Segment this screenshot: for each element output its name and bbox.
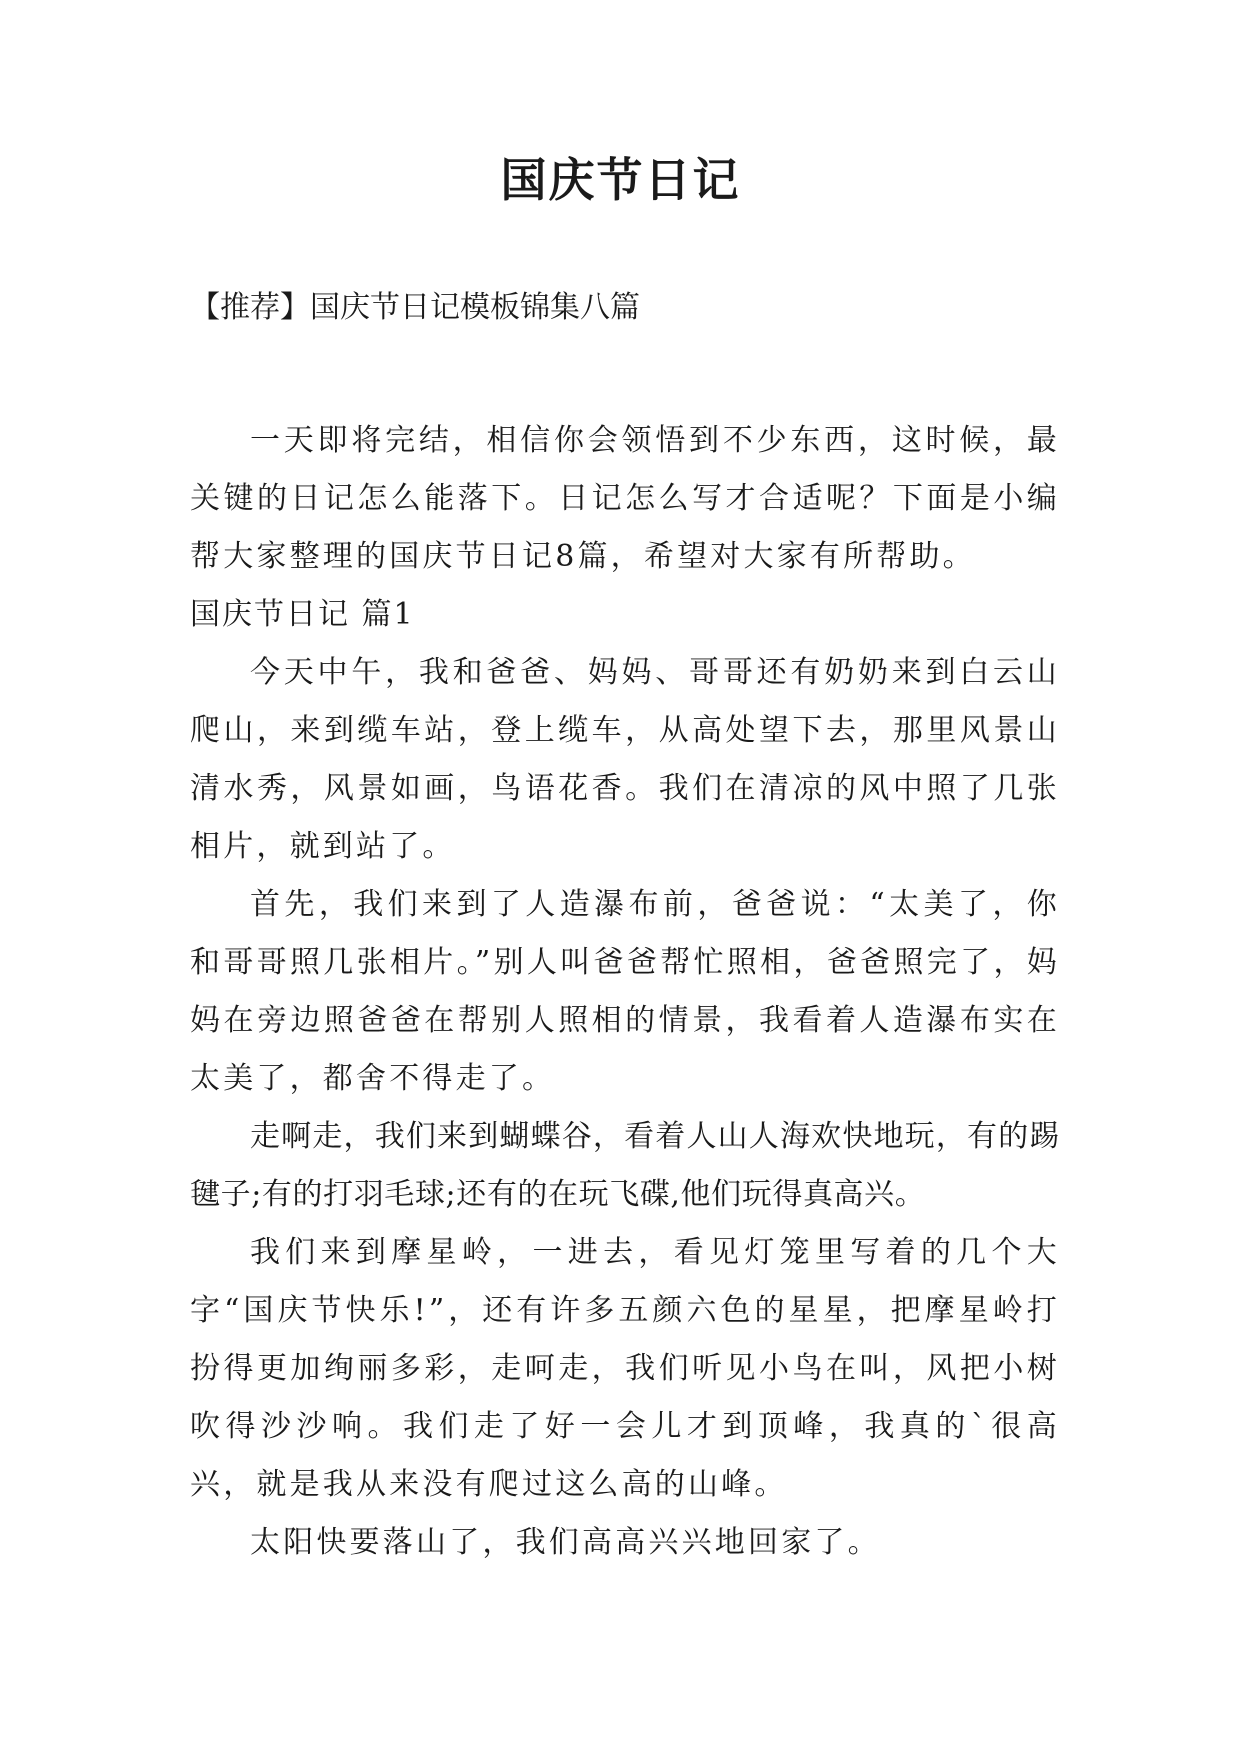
body-paragraph: 首先，我们来到了人造瀑布前，爸爸说：“太美了，你和哥哥照几张相片。”别人叫爸爸帮忙照相，爸爸照完了，妈妈在旁边照爸爸在帮别人照相的情景，我看着人造瀑布实在太美了，都舍不得走了。: [190, 887, 1060, 1096]
section-heading: 国庆节日记 篇1: [190, 597, 415, 632]
body-paragraph: 走啊走，我们来到蝴蝶谷，看着人山人海欢快地玩，有的踢毽子;有的打羽毛球;还有的在玩飞碟,他们玩得真高兴。: [190, 1119, 1060, 1212]
body-paragraph: 今天中午，我和爸爸、妈妈、哥哥还有奶奶来到白云山爬山，来到缆车站，登上缆车，从高处望下去，那里风景山清水秀，风景如画，鸟语花香。我们在清凉的风中照了几张相片，就到站了。: [190, 655, 1060, 864]
body-paragraph: 太阳快要落山了，我们高高兴兴地回家了。: [250, 1525, 881, 1560]
document-subtitle: 【推荐】国庆节日记模板锦集八篇: [190, 290, 640, 325]
document-title: 国庆节日记: [500, 153, 741, 207]
intro-paragraph: 一天即将完结，相信你会领悟到不少东西，这时候，最关键的日记怎么能落下。日记怎么写才合适呢？下面是小编帮大家整理的国庆节日记8篇，希望对大家有所帮助。: [190, 423, 1060, 574]
document-body: [190, 412, 1060, 1572]
body-paragraph: 我们来到摩星岭，一进去，看见灯笼里写着的几个大字“国庆节快乐!”，还有许多五颜六色的星星，把摩星岭打扮得更加绚丽多彩，走呵走，我们听见小鸟在叫，风把小树吹得沙沙响。我们走了好一会儿才到顶峰，我真的`很高兴，就是我从来没有爬过这么高的山峰。: [190, 1235, 1060, 1502]
